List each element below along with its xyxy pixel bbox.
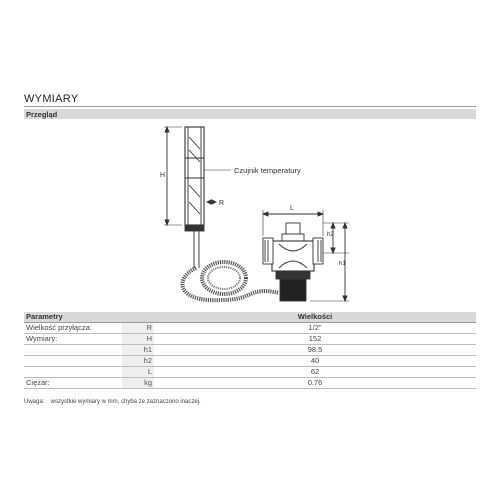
param-symbol: H [122, 334, 154, 345]
param-value: 40 [154, 356, 476, 367]
param-name: Wymiary: [24, 334, 122, 345]
parameters-table [24, 312, 476, 389]
divider [24, 106, 476, 107]
param-symbol: h1 [122, 345, 154, 356]
param-name [24, 345, 122, 356]
dimension-drawing [24, 118, 476, 310]
footnote [24, 399, 201, 405]
page-title: WYMIARY [24, 93, 79, 105]
table-row [24, 378, 476, 389]
table-header [24, 312, 476, 323]
param-value: 62 [154, 367, 476, 378]
param-value: 0.76 [154, 378, 476, 389]
label-L: L [290, 205, 294, 212]
table-row [24, 334, 476, 345]
param-name: Ciężar: [24, 378, 122, 389]
param-symbol: h2 [122, 356, 154, 367]
footnote-label: Uwaga: [24, 399, 45, 405]
table-row [24, 345, 476, 356]
table-row [24, 356, 476, 367]
param-symbol: R [122, 323, 154, 334]
label-R: R [219, 200, 225, 207]
label-sensor: Czujnik temperatury [234, 166, 301, 175]
label-H: H [160, 172, 166, 179]
table-row [24, 323, 476, 334]
label-h1: h1 [339, 261, 346, 267]
table-row [24, 367, 476, 378]
param-symbol: kg [122, 378, 154, 389]
param-value: 98.5 [154, 345, 476, 356]
param-symbol: L [122, 367, 154, 378]
param-name: Wielkość przyłącza: [24, 323, 122, 334]
param-name [24, 356, 122, 367]
param-value: 152 [154, 334, 476, 345]
label-h2: h2 [327, 232, 334, 238]
footnote-text: wszystkie wymiary w mm, chyba że zaznaczono inaczej. [50, 399, 201, 405]
header-empty [122, 312, 154, 323]
section-title: Przegląd [26, 110, 58, 119]
header-wielkosci: Wielkości [154, 312, 476, 323]
param-name [24, 367, 122, 378]
header-parametry: Parametry [24, 312, 122, 323]
param-value: 1/2" [154, 323, 476, 334]
